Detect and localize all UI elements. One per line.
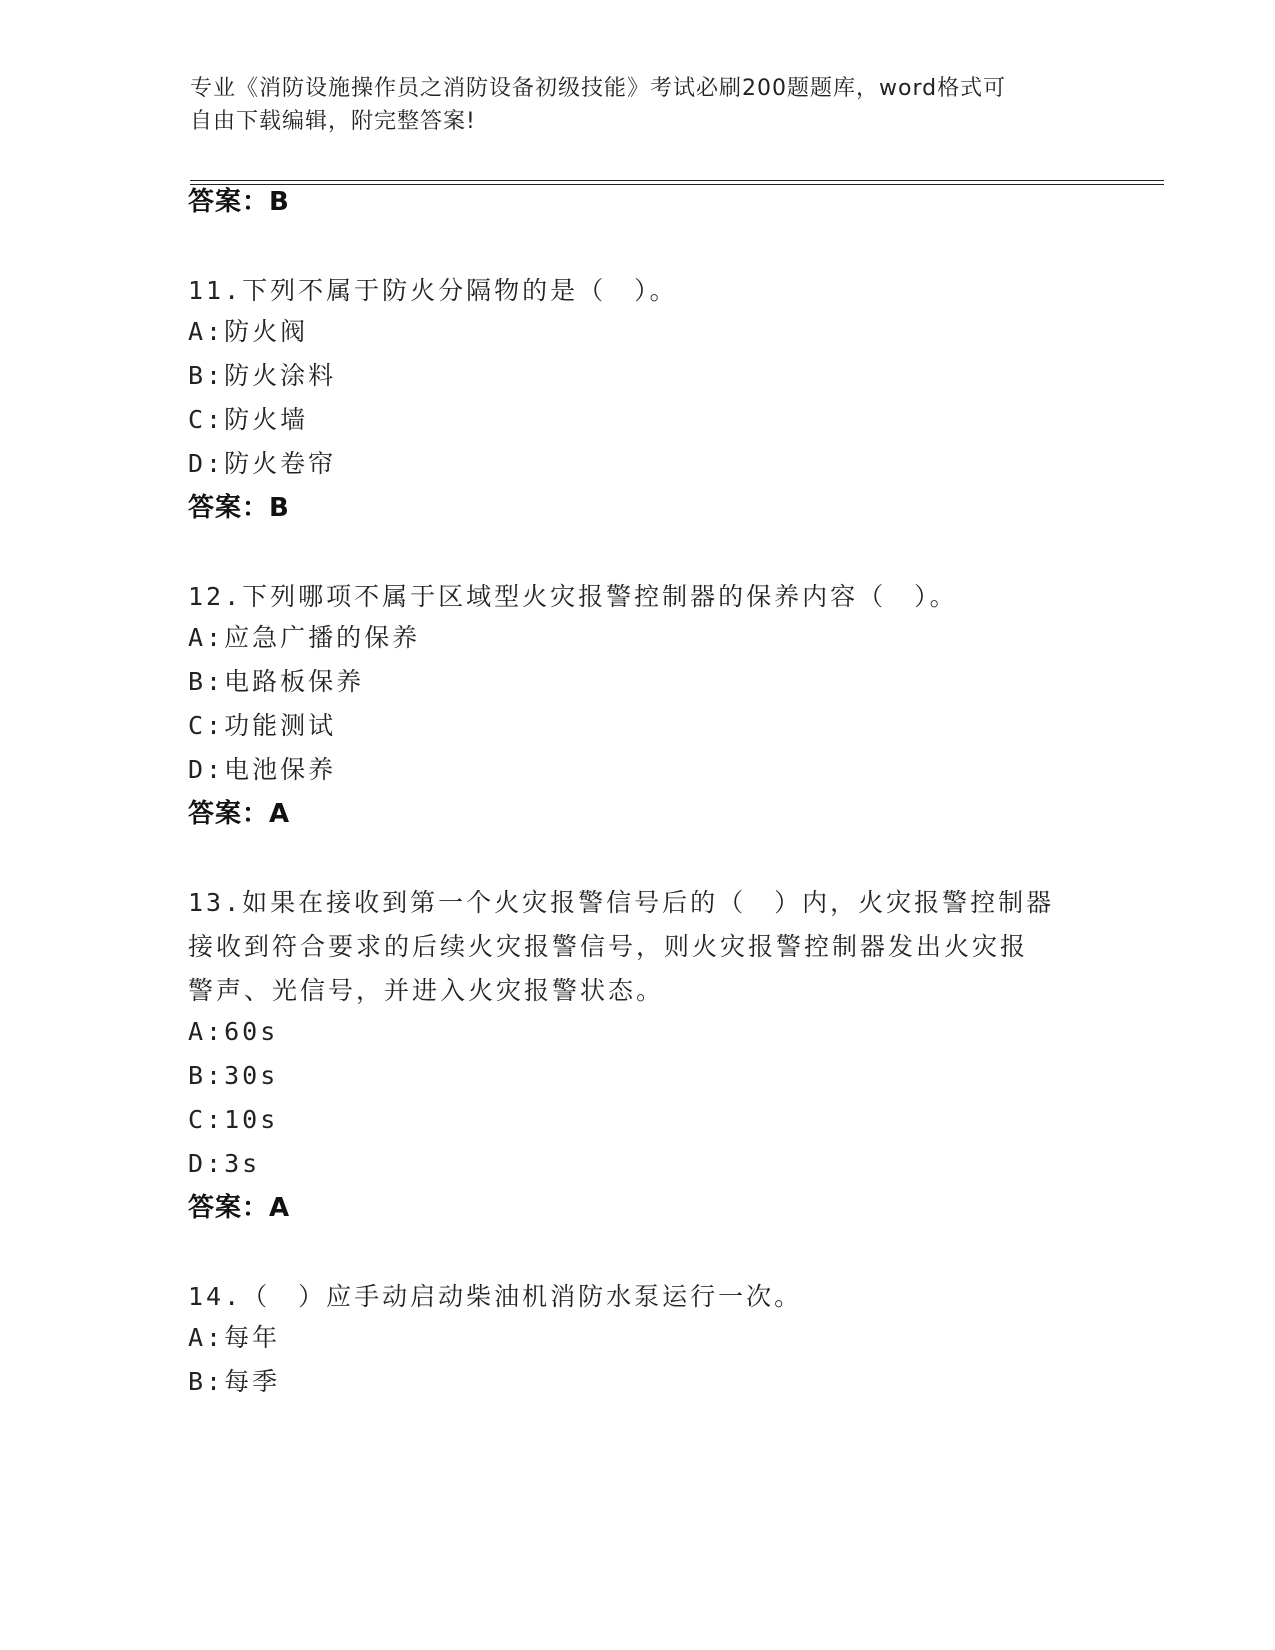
answer-line: 答案：B <box>188 187 290 217</box>
question-12-text: 12.下列哪项不属于区域型火灾报警控制器的保养内容（ ）。 <box>188 582 958 611</box>
question-11-answer: 答案：B <box>188 493 290 523</box>
question-11-option-b: B:防火涂料 <box>188 361 337 390</box>
question-14-text: 14.（ ）应手动启动柴油机消防水泵运行一次。 <box>188 1282 803 1311</box>
question-13-answer: 答案：A <box>188 1193 291 1223</box>
question-12-option-a: A:应急广播的保养 <box>188 623 421 652</box>
question-13-option-d: D:3s <box>188 1149 261 1178</box>
question-11-text: 11.下列不属于防火分隔物的是（ ）。 <box>188 276 678 305</box>
question-13-option-b: B:30s <box>188 1061 279 1090</box>
question-12-option-d: D:电池保养 <box>188 755 337 784</box>
question-13-text-line-1: 13.如果在接收到第一个火灾报警信号后的（ ）内，火灾报警控制器 <box>188 888 1055 917</box>
question-14-option-a: A:每年 <box>188 1323 281 1352</box>
question-12-answer: 答案：A <box>188 799 291 829</box>
question-13-text-line-3: 警声、光信号，并进入火灾报警状态。 <box>188 976 665 1005</box>
header-divider-bottom <box>190 184 1164 185</box>
question-13-option-c: C:10s <box>188 1105 279 1134</box>
question-12-option-c: C:功能测试 <box>188 711 337 740</box>
document-header <box>190 72 1090 138</box>
question-11-option-a: A:防火阀 <box>188 317 309 346</box>
question-12-option-b: B:电路板保养 <box>188 667 365 696</box>
header-line-2: 自由下载编辑，附完整答案! <box>190 109 476 134</box>
question-11-option-c: C:防火墙 <box>188 405 309 434</box>
question-13-text-line-2: 接收到符合要求的后续火灾报警信号，则火灾报警控制器发出火灾报 <box>188 932 1029 961</box>
question-13-option-a: A:60s <box>188 1017 279 1046</box>
question-14-option-b: B:每季 <box>188 1367 281 1396</box>
header-divider-top <box>190 180 1164 181</box>
header-line-1: 专业《消防设施操作员之消防设备初级技能》考试必刷200题题库，word格式可 <box>190 76 1007 101</box>
question-11-option-d: D:防火卷帘 <box>188 449 337 478</box>
